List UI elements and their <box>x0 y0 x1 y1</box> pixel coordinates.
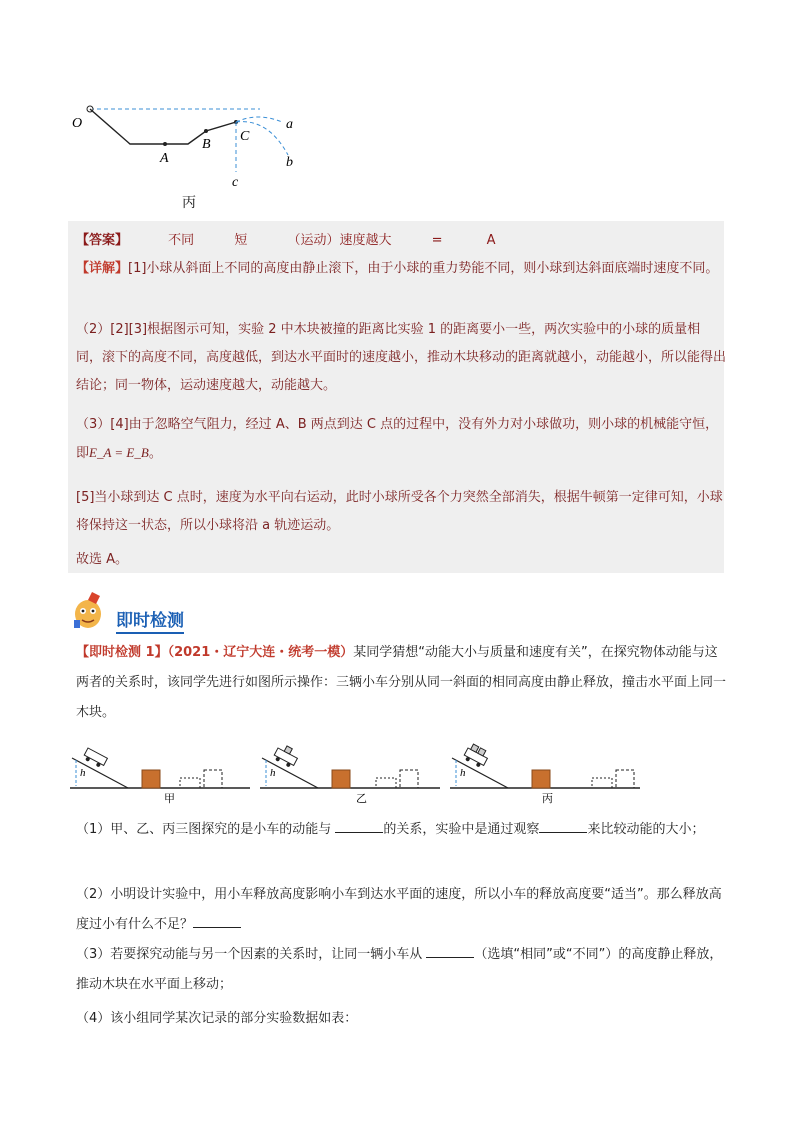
question-stem <box>76 638 726 728</box>
answer-item-3: （运动）速度越大 <box>287 233 392 248</box>
trajectory-figure <box>68 100 308 195</box>
h-label-3: h <box>460 767 466 779</box>
label-jia: 甲 <box>164 792 175 805</box>
q2-text: （2）小明设计实验中，用小车释放高度影响小车到达水平面的速度，所以小车的释放高度要“适当”。那么释放高度过小有什么不足？ <box>76 887 722 932</box>
q3-blank[interactable] <box>426 943 474 958</box>
label-C: C <box>240 129 250 144</box>
label-c: c <box>232 175 239 190</box>
detail-tag: 【详解】 <box>76 261 129 276</box>
q1-blank-2[interactable] <box>539 818 587 833</box>
panel-bing <box>450 743 640 805</box>
detail-text-1: [1]小球从斜面上不同的高度由静止滚下，由于小球的重力势能不同，则小球到达斜面底端时速度不同。 <box>128 261 719 276</box>
panel-jia <box>70 748 250 805</box>
label-b: b <box>286 155 293 170</box>
h-label-1: h <box>80 767 86 779</box>
detail-paragraph-5: 故选 A。 <box>76 552 129 567</box>
detail-text-3-end: 。 <box>148 446 162 461</box>
q2-blank[interactable] <box>193 913 241 928</box>
section-title: 即时检测 <box>116 606 184 634</box>
question-stem-text: 某同学猜想“动能大小与质量和速度有关”，在探究物体动能与这两者的关系时，该同学先进行如图所示操作：三辆小车分别从同一斜面的相同高度由静止释放，撞击水平面上同一木块。 <box>76 645 727 720</box>
h-label-2: h <box>270 767 276 779</box>
label-bing: 丙 <box>542 792 553 805</box>
sub-question-2 <box>76 880 726 940</box>
q1-text-c: 来比较动能的大小； <box>587 822 705 837</box>
answer-item-1: 不同 <box>168 233 195 248</box>
sub-question-3 <box>76 940 726 1000</box>
formula: E_A = E_B <box>89 445 149 460</box>
label-a: a <box>286 117 293 132</box>
answer-item-4: = <box>431 233 443 248</box>
detail-paragraph-4: [5]当小球到达 C 点时，速度为水平向右运动，此时小球所受各个力突然全部消失，根据牛顿第一定律可知，小球将保持这一状态，所以小球将沿 a 轨迹运动。 <box>76 490 723 533</box>
figure-caption: 丙 <box>182 195 196 211</box>
detail-paragraph-2: （2）[2][3]根据图示可知，实验 2 中木块被撞的距离比实验 1 的距离要小一些，两次实验中的小球的质量相同，滚下的高度不同，高度越低，到达水平面时的速度越小，推动木块移动的距离就越小，动能越小，所以能得出结论；同一物体，运动速度越大，动能越大。 <box>76 322 727 393</box>
q3-text-a: （3）若要探究动能与另一个因素的关系时，让同一辆小车从 <box>76 947 423 962</box>
answer-tag: 【答案】 <box>76 233 129 248</box>
q3-text-b: （选填“相同”或“不同”）的高度静止释放，推动木块在水平面上移动； <box>76 947 723 992</box>
label-B: B <box>202 137 211 152</box>
detail-paragraph-3 <box>76 411 726 468</box>
answer-item-5: A <box>486 233 496 248</box>
sub-question-4: （4）该小组同学某次记录的部分实验数据如表： <box>76 1011 358 1026</box>
answer-row <box>76 229 496 248</box>
pencil-mascot-icon <box>66 590 110 632</box>
panel-yi <box>260 743 440 805</box>
label-yi: 乙 <box>356 792 367 805</box>
answer-item-2: 短 <box>234 233 248 248</box>
q1-blank-1[interactable] <box>335 818 383 833</box>
cars-experiment-figure <box>70 740 720 808</box>
q1-text-b: 的关系，实验中是通过观察 <box>383 822 540 837</box>
detail-text-3: （3）[4]由于忽略空气阻力，经过 A、B 两点到达 C 点的过程中，没有外力对小球做功，则小球的机械能守恒，即 <box>76 417 719 461</box>
label-O: O <box>72 116 83 131</box>
sub-question-1 <box>76 815 726 845</box>
q1-text-a: （1）甲、乙、丙三图探究的是小车的动能与 <box>76 822 332 837</box>
detail-paragraph-1 <box>76 255 726 283</box>
question-source: （2021・辽宁大连・统考一模） <box>167 645 354 660</box>
label-A: A <box>160 151 169 166</box>
question-tag: 【即时检测 1】 <box>76 645 168 660</box>
